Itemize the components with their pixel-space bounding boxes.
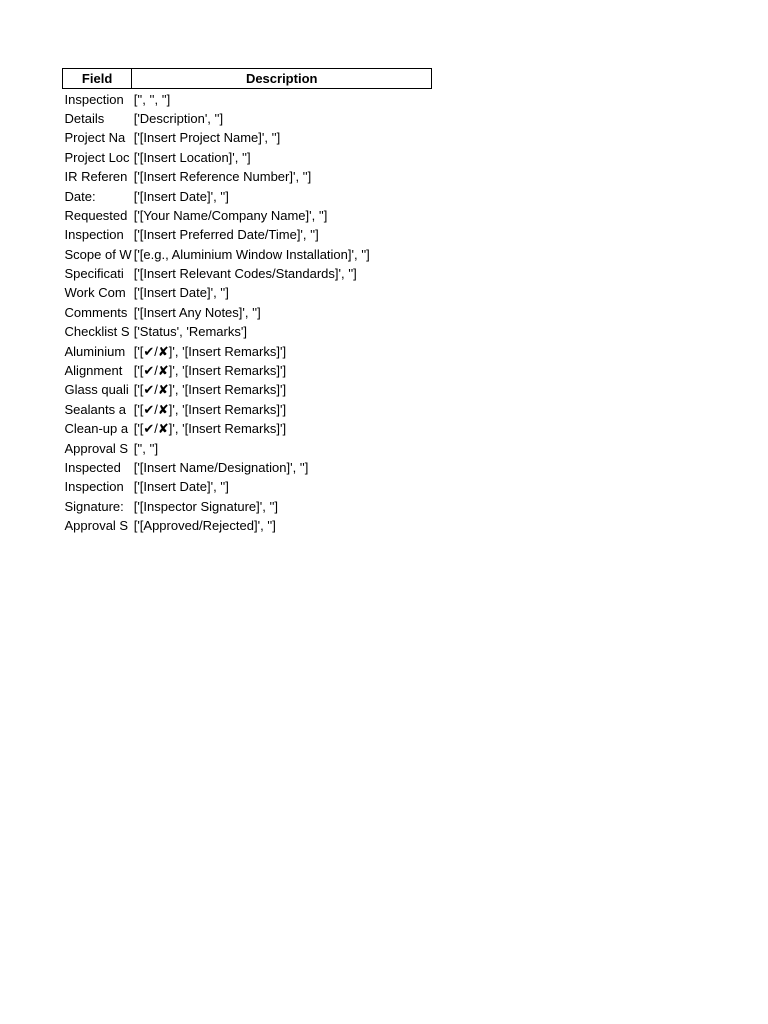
table-row	[63, 419, 432, 438]
description-cell[interactable]: ['[✔/✘]', '[Insert Remarks]']	[133, 421, 287, 437]
description-cell[interactable]: ['', '']	[133, 440, 159, 456]
description-cell[interactable]: ['[Insert Date]', '']	[133, 479, 229, 495]
description-cell[interactable]: ['[Approved/Rejected]', '']	[133, 518, 276, 534]
table-row	[63, 109, 432, 128]
description-cell[interactable]: ['[Insert Location]', '']	[133, 149, 251, 165]
description-cell[interactable]: ['[✔/✘]', '[Insert Remarks]']	[133, 401, 287, 417]
table-row	[63, 322, 432, 341]
description-cell[interactable]: ['[✔/✘]', '[Insert Remarks]']	[133, 343, 287, 359]
header-description[interactable]: Description	[132, 69, 432, 89]
table-row	[63, 497, 432, 516]
table-row	[63, 400, 432, 419]
description-cell[interactable]: ['[Insert Date]', '']	[133, 188, 229, 204]
field-cell[interactable]: Approval S	[64, 518, 129, 534]
description-cell[interactable]: ['[e.g., Aluminium Window Installation]', '']	[133, 246, 370, 262]
description-cell[interactable]: ['Status', 'Remarks']	[133, 324, 247, 340]
field-cell[interactable]: Alignment	[64, 363, 123, 379]
field-cell[interactable]: Inspection	[64, 91, 124, 107]
field-cell[interactable]: Inspection	[64, 227, 124, 243]
table-row	[63, 148, 432, 167]
field-cell[interactable]: Signature:	[64, 498, 124, 514]
table-row	[63, 225, 432, 244]
table-row	[63, 128, 432, 147]
table-row	[63, 167, 432, 186]
table-row	[63, 341, 432, 360]
table-row	[63, 516, 432, 535]
field-cell[interactable]: Requested	[64, 207, 128, 223]
field-cell[interactable]: Glass quali	[64, 382, 129, 398]
description-cell[interactable]: ['[✔/✘]', '[Insert Remarks]']	[133, 382, 287, 398]
description-cell[interactable]: ['[Insert Project Name]', '']	[133, 130, 281, 146]
description-cell[interactable]: ['[Insert Reference Number]', '']	[133, 169, 312, 185]
field-cell[interactable]: Checklist S	[64, 324, 130, 340]
table-row	[63, 380, 432, 399]
field-cell[interactable]: Project Loc	[64, 149, 130, 165]
field-cell[interactable]: Aluminium	[64, 343, 126, 359]
description-cell[interactable]: ['[✔/✘]', '[Insert Remarks]']	[133, 363, 287, 379]
description-cell[interactable]: ['[Insert Preferred Date/Time]', '']	[133, 227, 319, 243]
header-field[interactable]: Field	[63, 69, 132, 89]
field-cell[interactable]: Scope of W	[64, 246, 132, 262]
field-cell[interactable]: Sealants a	[64, 401, 126, 417]
field-cell[interactable]: Comments	[64, 304, 128, 320]
table-row	[63, 245, 432, 264]
table-row	[63, 264, 432, 283]
table-row	[63, 89, 432, 109]
table-row	[63, 303, 432, 322]
field-cell[interactable]: Date:	[64, 188, 96, 204]
description-cell[interactable]: ['Description', '']	[133, 110, 224, 126]
description-cell[interactable]: ['[Inspector Signature]', '']	[133, 498, 279, 514]
description-cell[interactable]: ['[Your Name/Company Name]', '']	[133, 207, 328, 223]
description-cell[interactable]: ['', '', '']	[133, 91, 171, 107]
field-cell[interactable]: Project Na	[64, 130, 126, 146]
table-row	[63, 186, 432, 205]
spreadsheet-table	[62, 68, 432, 535]
field-cell[interactable]: IR Referen	[64, 169, 128, 185]
description-cell[interactable]: ['[Insert Relevant Codes/Standards]', '']	[133, 266, 357, 282]
table-row	[63, 206, 432, 225]
field-cell[interactable]: Clean-up a	[64, 421, 129, 437]
field-cell[interactable]: Specificati	[64, 266, 124, 282]
field-cell[interactable]: Approval S	[64, 440, 129, 456]
description-cell[interactable]: ['[Insert Name/Designation]', '']	[133, 460, 309, 475]
table-row	[63, 361, 432, 380]
field-cell[interactable]: Work Com	[64, 285, 126, 301]
table-row	[63, 458, 432, 477]
field-cell[interactable]: Details	[64, 110, 105, 126]
field-cell[interactable]: Inspection	[64, 479, 124, 495]
header-row	[63, 69, 432, 89]
table-row	[63, 438, 432, 457]
description-cell[interactable]: ['[Insert Any Notes]', '']	[133, 304, 261, 320]
table-row	[63, 477, 432, 496]
field-cell[interactable]: Inspected	[64, 460, 121, 475]
description-cell[interactable]: ['[Insert Date]', '']	[133, 285, 229, 301]
table-row	[63, 283, 432, 302]
